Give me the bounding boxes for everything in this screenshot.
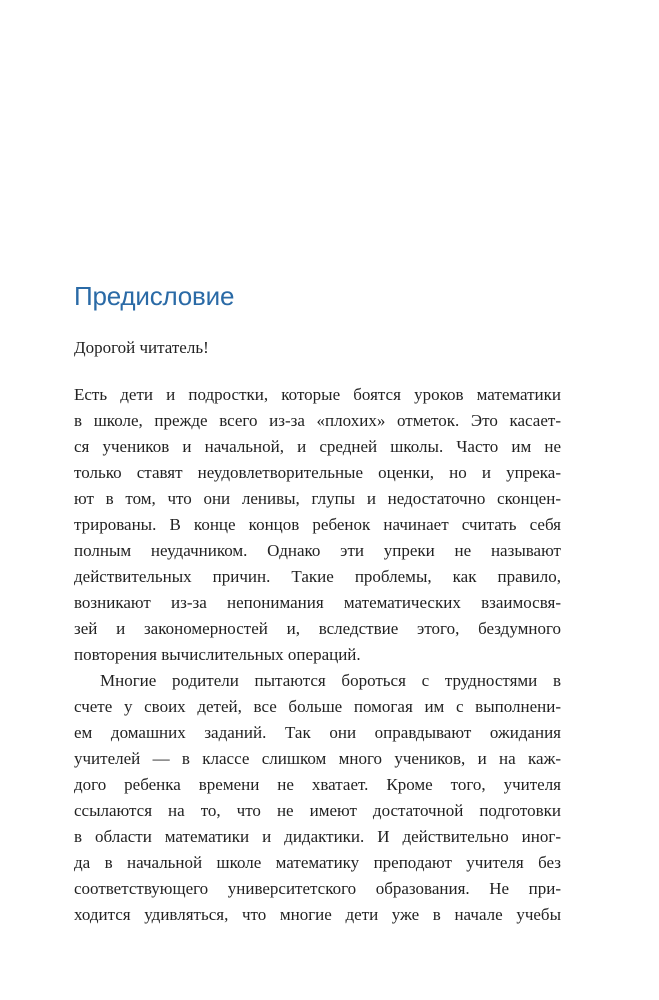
text-line: повторения вычислительных операций.: [74, 645, 361, 664]
text-line: в школе, прежде всего из-за «плохих» отметок. Это касает-: [74, 411, 561, 430]
text-line: ходится удивляться, что многие дети уже в начале учебы: [74, 905, 561, 924]
text-line: трированы. В конце концов ребенок начинает считать себя: [74, 515, 561, 534]
text-line: ся учеников и начальной, и средней школы. Часто им не: [74, 437, 561, 456]
text-line: только ставят неудовлетворительные оценки, но и упрека-: [74, 463, 561, 482]
text-line: зей и закономерностей и, вследствие этого, бездумного: [74, 619, 561, 638]
text-line: дого ребенка времени не хватает. Кроме того, учителя: [74, 775, 561, 794]
chapter-heading: Предисловие: [74, 281, 235, 311]
text-line: учителей — в классе слишком много учеников, и на каж-: [74, 749, 561, 768]
text-line: в области математики и дидактики. И действительно иног-: [74, 827, 561, 846]
body-text: [74, 382, 561, 928]
text-line: Есть дети и подростки, которые боятся уроков математики: [74, 385, 561, 404]
text-line: ем домашних заданий. Так они оправдывают ожидания: [74, 723, 561, 742]
text-line: полным неудачником. Однако эти упреки не называют: [74, 541, 561, 560]
text-line: счете у своих детей, все больше помогая им с выполнени-: [74, 697, 561, 716]
text-line: возникают из-за непонимания математических взаимосвя-: [74, 593, 561, 612]
text-line: соответствующего университетского образования. Не при-: [74, 879, 561, 898]
salutation: Дорогой читатель!: [74, 338, 209, 357]
text-line: ссылаются на то, что не имеют достаточной подготовки: [74, 801, 561, 820]
text-line: да в начальной школе математику преподают учителя без: [74, 853, 561, 872]
text-line: Многие родители пытаются бороться с трудностями в: [100, 671, 561, 690]
text-line: ют в том, что они ленивы, глупы и недостаточно сконцен-: [74, 489, 561, 508]
text-line: действительных причин. Такие проблемы, как правило,: [74, 567, 561, 586]
